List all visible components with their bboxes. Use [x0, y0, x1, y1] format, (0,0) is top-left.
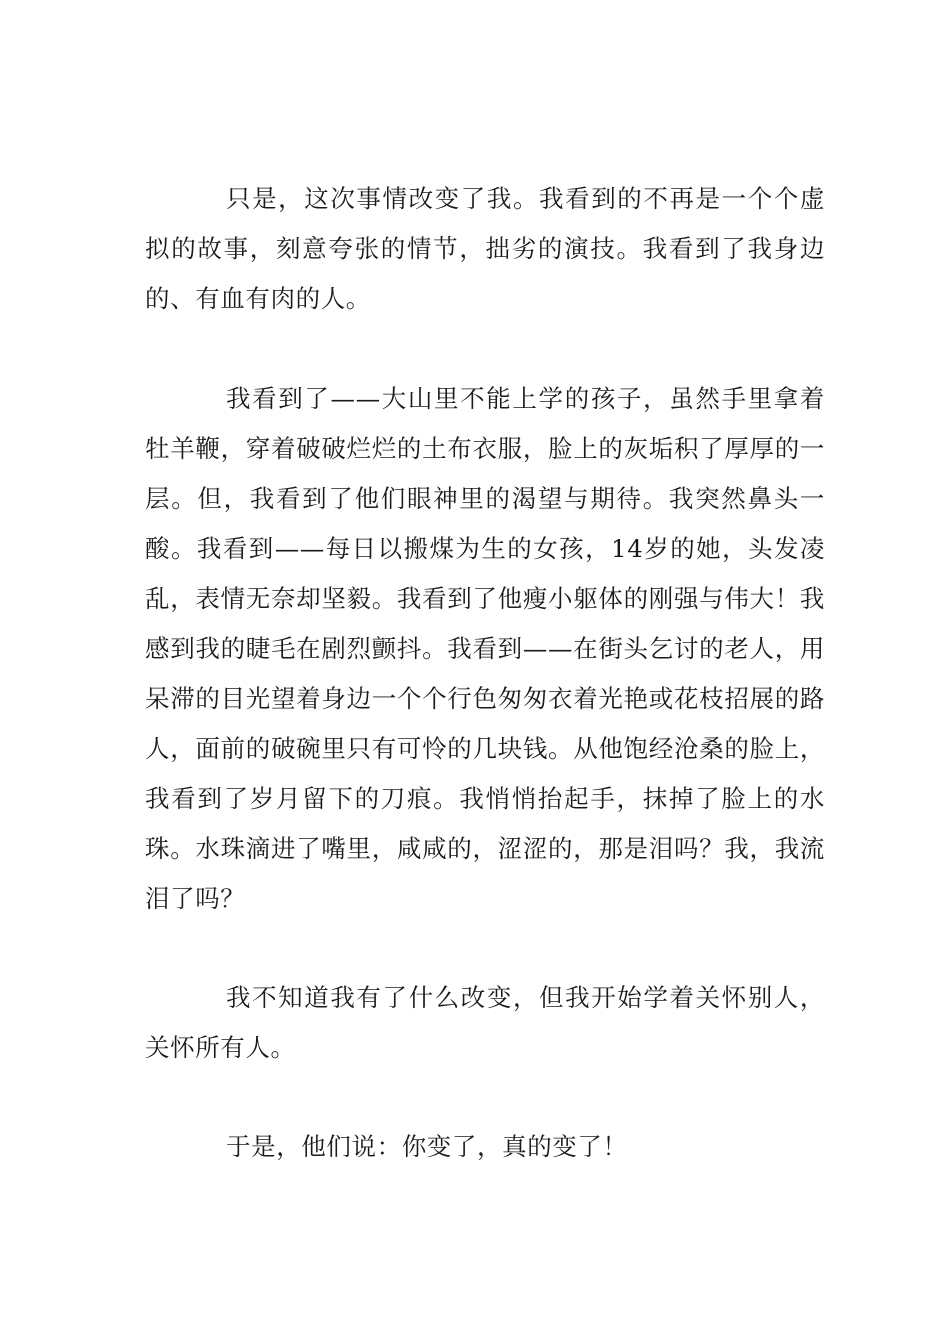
paragraph-4: 于是，他们说：你变了，真的变了！ — [226, 1132, 628, 1161]
paragraph-1: 只是，这次事情改变了我。我看到的不再是一个个虚拟的故事，刻意夸张的情节，拙劣的演技。我看到了我身边的、有血有肉的人。 — [145, 184, 825, 313]
paragraph-2: 我看到了——大山里不能上学的孩子，虽然手里拿着牡羊鞭，穿着破破烂烂的土布衣服，脸上的灰垢积了厚厚的一层。但，我看到了他们眼神里的渴望与期待。我突然鼻头一酸。我看到——每日以搬煤为生的女孩，14岁的她，头发凌乱，表情无奈却坚毅。我看到了他瘦小躯体的刚强与伟大！我感到我的睫毛在剧烈颤抖。我看到——在街头乞讨的老人，用呆滞的目光望着身边一个个行色匆匆衣着光艳或花枝招展的路人，面前的破碗里只有可怜的几块钱。从他饱经沧桑的脸上，我看到了岁月留下的刀痕。我悄悄抬起手，抹掉了脸上的水珠。水珠滴进了嘴里，咸咸的，涩涩的，那是泪吗？我，我流泪了吗？ — [145, 384, 825, 913]
paragraph-3: 我不知道我有了什么改变，但我开始学着关怀别人，关怀所有人。 — [145, 983, 825, 1062]
